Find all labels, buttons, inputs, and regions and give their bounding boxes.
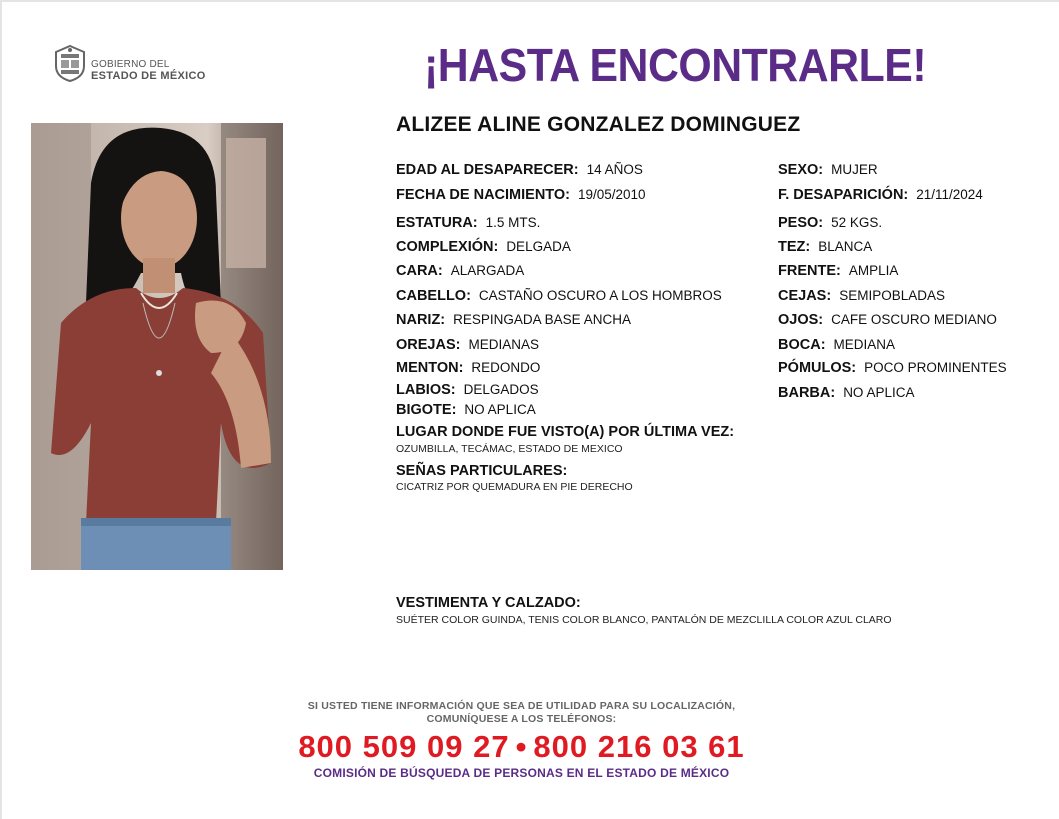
missing-person-photo [31, 123, 283, 570]
clothing-label: VESTIMENTA Y CALZADO: [396, 595, 581, 611]
field-face-value: ALARGADA [450, 263, 525, 278]
field-cheekbones [778, 360, 1007, 376]
field-nose-value: RESPINGADA BASE ANCHA [453, 312, 631, 327]
field-nose [396, 312, 631, 328]
field-ears-value: MEDIANAS [468, 337, 539, 352]
field-age-label: EDAD AL DESAPARECER: [396, 162, 579, 178]
particular-marks-value: CICATRIZ POR QUEMADURA EN PIE DERECHO [396, 481, 633, 493]
person-name: ALIZEE ALINE GONZALEZ DOMINGUEZ [396, 113, 801, 136]
field-chin-value: REDONDO [471, 360, 541, 375]
field-eyebrows-label: CEJAS: [778, 288, 832, 304]
phone-number-1[interactable]: 800 509 09 27 [298, 729, 510, 764]
field-weight-label: PESO: [778, 215, 824, 231]
phone-numbers [0, 729, 1051, 765]
field-eyes [778, 312, 997, 328]
field-cheekbones-label: PÓMULOS: [778, 360, 857, 376]
field-mustache-value: NO APLICA [464, 402, 536, 417]
logo-line-1: GOBIERNO DEL [91, 59, 170, 70]
field-mustache-label: BIGOTE: [396, 402, 457, 418]
field-nose-label: NARIZ: [396, 312, 446, 328]
field-eyebrows-value: SEMIPOBLADAS [839, 288, 945, 303]
field-birthdate [396, 187, 646, 203]
field-hair-value: CASTAÑO OSCURO A LOS HOMBROS [478, 288, 722, 303]
clothing-value: SUÉTER COLOR GUINDA, TENIS COLOR BLANCO, PANTALÓN DE MEZCLILLA COLOR AZUL CLARO [396, 614, 892, 626]
field-weight [778, 215, 882, 231]
field-forehead-value: AMPLIA [848, 263, 899, 278]
last-seen-value: OZUMBILLA, TECÁMAC, ESTADO DE MEXICO [396, 443, 623, 455]
field-complexion-label: TEZ: [778, 239, 811, 255]
contact-info-line-2: COMUNÍQUESE A LOS TELÉFONOS: [426, 713, 617, 725]
field-build-label: COMPLEXIÓN: [396, 239, 499, 255]
field-eyebrows [778, 288, 945, 304]
field-ears [396, 337, 539, 353]
field-face [396, 263, 524, 279]
field-birthdate-label: FECHA DE NACIMIENTO: [396, 187, 570, 203]
field-age-value: 14 AÑOS [586, 162, 643, 177]
field-build [396, 239, 571, 255]
field-forehead [778, 263, 898, 279]
field-mouth [778, 337, 895, 353]
field-beard-value: NO APLICA [843, 385, 915, 400]
field-ears-label: OREJAS: [396, 337, 461, 353]
phone-number-2[interactable]: 800 216 03 61 [533, 729, 745, 764]
field-disappearance-date [778, 187, 983, 203]
field-beard [778, 385, 914, 401]
field-sex-label: SEXO: [778, 162, 824, 178]
field-mouth-value: MEDIANA [833, 337, 896, 352]
field-sex-value: MUJER [831, 162, 878, 177]
field-eyes-label: OJOS: [778, 312, 824, 328]
last-seen-label: LUGAR DONDE FUE VISTO(A) POR ÚLTIMA VEZ: [396, 424, 735, 440]
headline: ¡HASTA ENCONTRARLE! [424, 39, 927, 91]
field-mustache [396, 402, 536, 418]
government-logo [53, 44, 223, 88]
field-forehead-label: FRENTE: [778, 263, 841, 279]
bullet-separator: • [515, 729, 528, 764]
field-chin-label: MENTON: [396, 360, 464, 376]
field-face-label: CARA: [396, 263, 443, 279]
logo-line-2: ESTADO DE MÉXICO [91, 70, 206, 82]
field-lips [396, 382, 539, 398]
field-eyes-value: CAFE OSCURO MEDIANO [831, 312, 997, 327]
particular-marks-label: SEÑAS PARTICULARES: [396, 463, 568, 479]
commission-name: COMISIÓN DE BÚSQUEDA DE PERSONAS EN EL ESTADO DE MÉXICO [313, 766, 730, 780]
field-cheekbones-value: POCO PROMINENTES [864, 360, 1007, 375]
photo-illustration [31, 123, 283, 570]
field-build-value: DELGADA [506, 239, 571, 254]
field-height-label: ESTATURA: [396, 215, 478, 231]
field-weight-value: 52 KGS. [831, 215, 883, 230]
field-chin [396, 360, 540, 376]
field-mouth-label: BOCA: [778, 337, 826, 353]
field-age [396, 162, 643, 178]
contact-info-line-1: SI USTED TIENE INFORMACIÓN QUE SEA DE UTILIDAD PARA SU LOCALIZACIÓN, [307, 700, 736, 712]
field-height-value: 1.5 MTS. [485, 215, 541, 230]
field-hair [396, 288, 722, 304]
field-disappearance-date-label: F. DESAPARICIÓN: [778, 187, 909, 203]
field-lips-label: LABIOS: [396, 382, 456, 398]
field-disappearance-date-value: 21/11/2024 [916, 187, 983, 202]
field-lips-value: DELGADOS [463, 382, 539, 397]
state-seal-icon [53, 44, 87, 82]
field-sex [778, 162, 878, 178]
field-birthdate-value: 19/05/2010 [578, 187, 646, 202]
field-complexion [778, 239, 872, 255]
field-complexion-value: BLANCA [818, 239, 873, 254]
field-hair-label: CABELLO: [396, 288, 471, 304]
field-height [396, 215, 540, 231]
field-beard-label: BARBA: [778, 385, 836, 401]
